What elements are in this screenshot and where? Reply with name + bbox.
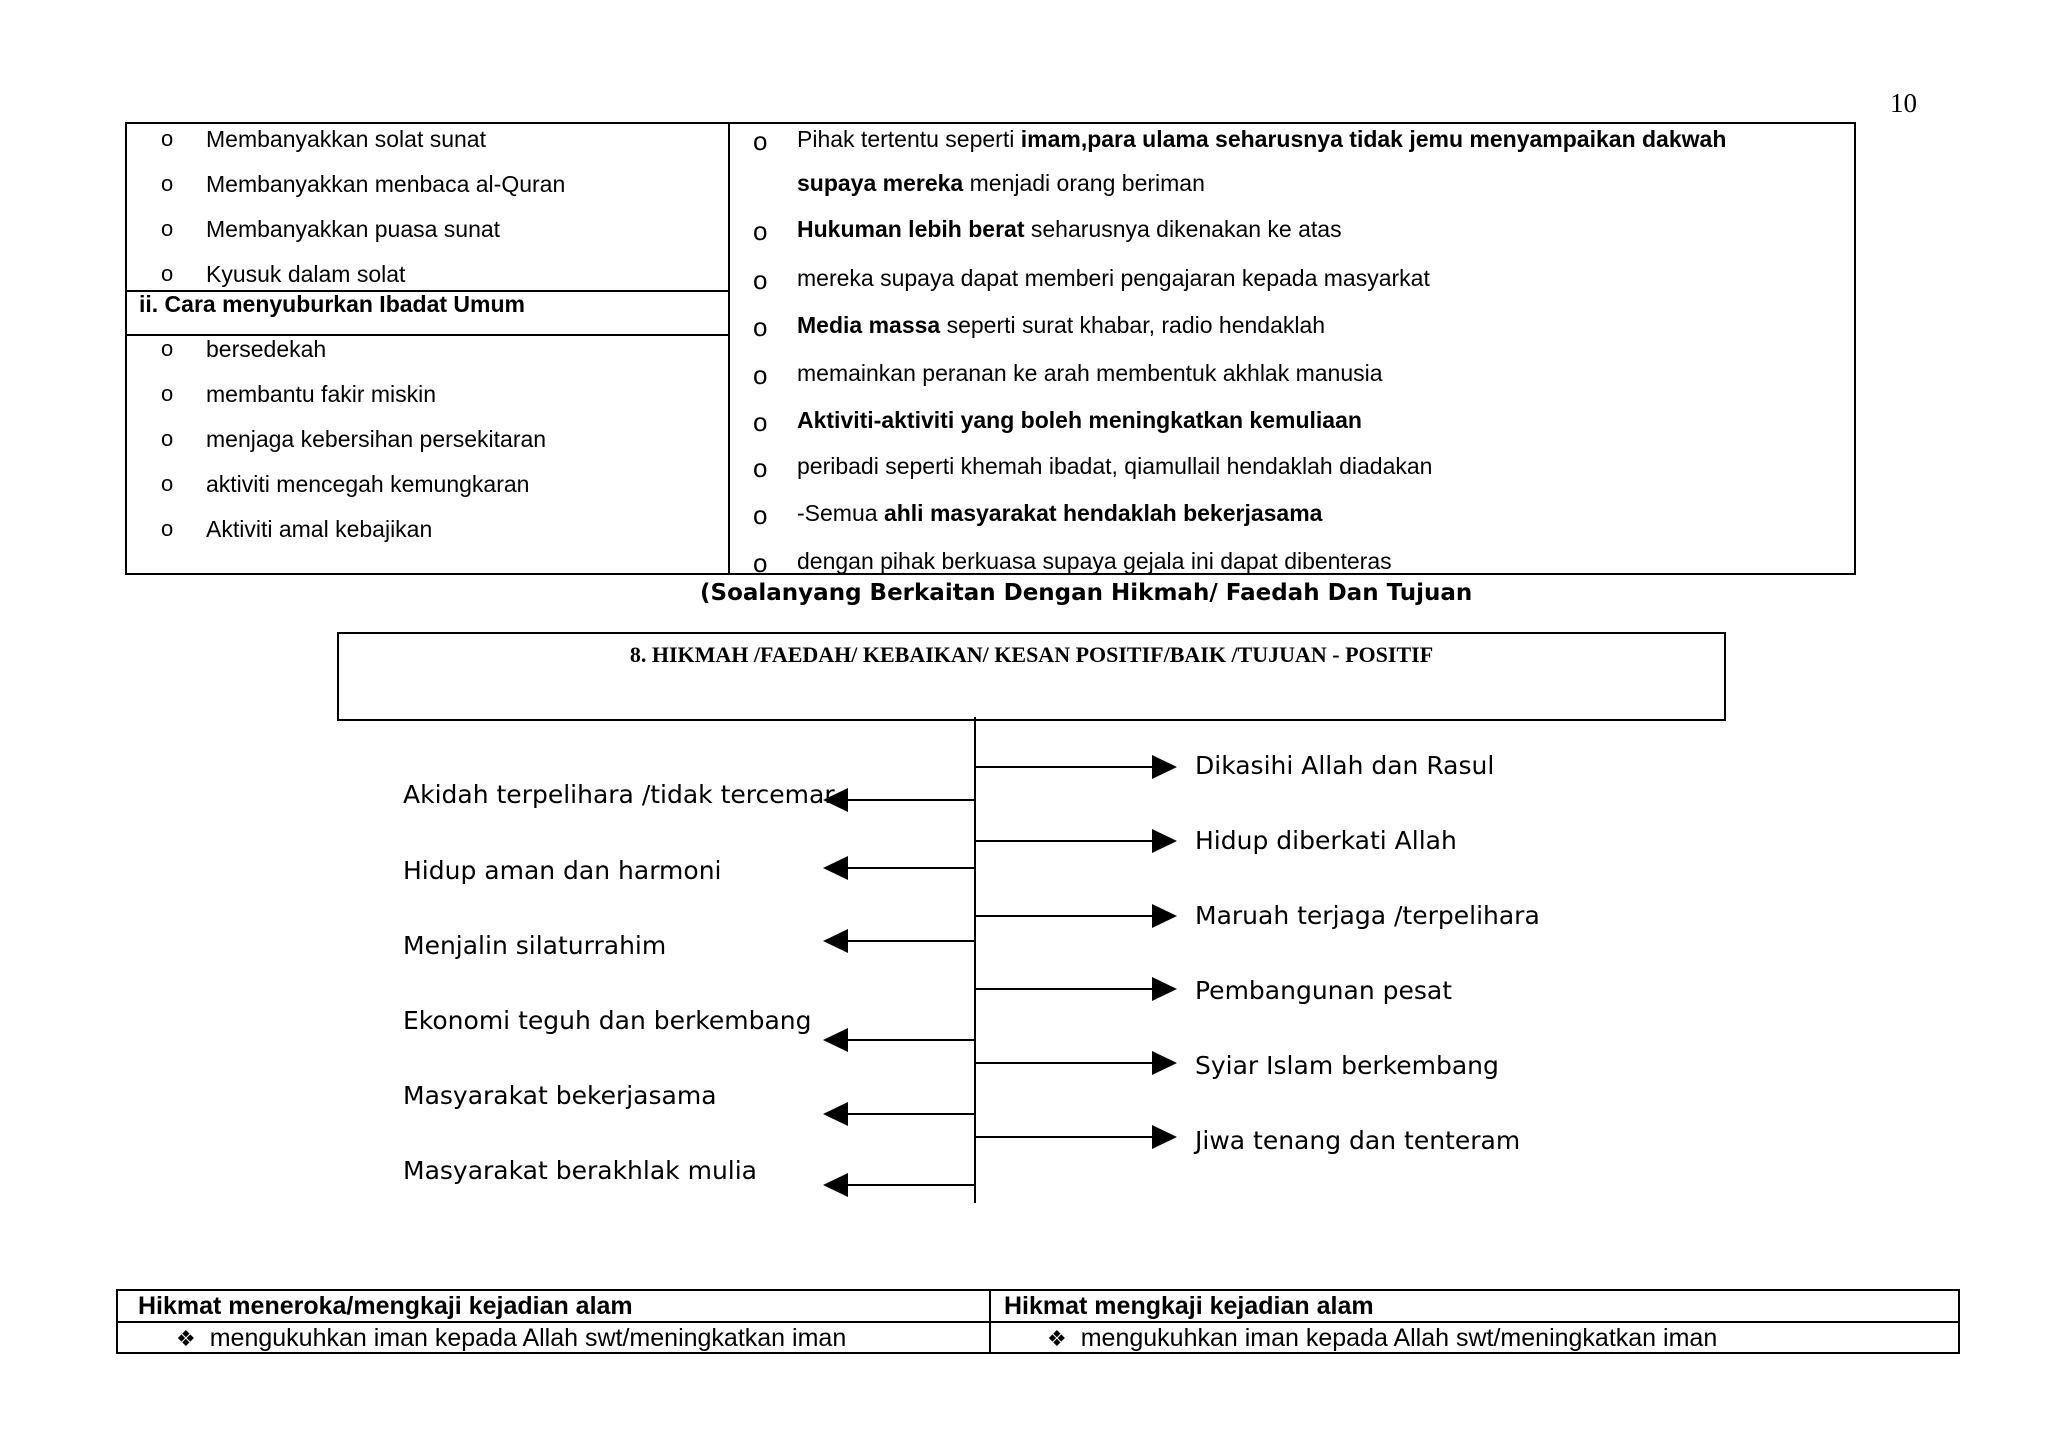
right-arrow-head [1152,1125,1177,1149]
row-divider [118,1321,1958,1323]
left-outcome-label: Masyarakat bekerjasama [403,1081,717,1110]
left-arrow-head [823,1102,848,1126]
body-cell [1047,1324,1717,1353]
bullet-icon: o [753,453,768,483]
plain-text: peribadi seperti khemah ibadat, qiamullail hendaklah diadakan [797,453,1433,479]
right-outcome-label: Hidup diberkati Allah [1195,826,1457,855]
right-arrow-head [1152,977,1177,1001]
bullet-icon: o [161,381,174,406]
right-arrow-head [1152,904,1177,928]
right-arrow-head [1152,829,1177,853]
right-arrow-head [1152,1051,1177,1075]
bullet-icon: o [753,500,768,530]
bullet-icon: o [161,471,174,496]
list-item-text: Kyusuk dalam solat [206,261,406,287]
bullet-icon: o [753,407,768,437]
bullet-icon: ❖ [176,1327,196,1352]
left-arrow-head [823,1173,848,1197]
bullet-icon: o [161,126,174,151]
plain-text: dengan pihak berkuasa supaya gejala ini dapat dibenteras [797,548,1392,574]
bold-text: Aktiviti-aktiviti yang boleh meningkatkan kemuliaan [797,407,1362,433]
plain-text: mereka supaya dapat memberi pengajaran kepada masyarkat [797,265,1430,291]
left-outcome-label: Akidah terpelihara /tidak tercemar [403,780,835,809]
left-outcome-label: Masyarakat berakhlak mulia [403,1156,758,1185]
hikmah-title: 8. HIKMAH /FAEDAH/ KEBAIKAN/ KESAN POSITIF/BAIK /TUJUAN - POSITIF [629,642,1434,667]
list-item-text: bersedekah [206,336,327,362]
bullet-icon: ❖ [1047,1327,1067,1352]
list-item-text: menjaga kebersihan persekitaran [206,426,547,452]
bold-text: supaya mereka [797,170,964,196]
right-arrow-head [1152,755,1177,779]
header-cell: Hikmat mengkaji kejadian alam [1004,1292,1374,1320]
bullet-icon: o [753,312,768,342]
list-item-text: Aktiviti amal kebajikan [206,516,433,542]
list-item-text: Membanyakkan menbaca al-Quran [206,171,566,197]
cell-text: mengukuhkan iman kepada Allah swt/meningkatkan iman [209,1324,847,1352]
bottom-table [116,1289,1960,1354]
right-outcome-label: Jiwa tenang dan tenteram [1195,1126,1521,1155]
left-outcome-label: Ekonomi teguh dan berkembang [403,1006,812,1035]
right-outcome-label: Syiar Islam berkembang [1195,1051,1499,1080]
right-outcome-label: Dikasihi Allah dan Rasul [1195,751,1495,780]
cell-text: mengukuhkan iman kepada Allah swt/meningkatkan iman [1080,1324,1718,1352]
bullet-icon: o [753,360,768,390]
right-outcome-label: Maruah terjaga /terpelihara [1195,901,1540,930]
bullet-icon: o [161,261,174,286]
body-cell [176,1324,846,1353]
left-arrow-head [823,929,848,953]
bullet-icon: o [161,216,174,241]
right-outcome-label: Pembangunan pesat [1195,976,1453,1005]
bold-text: imam,para ulama seharusnya tidak jemu menyampaikan dakwah [1020,126,1727,152]
bullet-icon: o [161,336,174,361]
bold-text: Media massa [797,312,941,338]
bullet-icon: o [161,426,174,451]
plain-text: memainkan peranan ke arah membentuk akhlak manusia [797,360,1383,386]
left-arrow-head [823,856,848,880]
plain-text: menjadi orang beriman [963,170,1205,196]
list-item-text: Membanyakkan puasa sunat [206,216,501,242]
left-outcome-label: Menjalin silaturrahim [403,931,667,960]
plain-text: seperti surat khabar, radio hendaklah [940,312,1326,338]
plain-text: Pihak tertentu seperti [797,126,1021,152]
bullet-icon: o [161,516,174,541]
list-item-text: membantu fakir miskin [206,381,437,407]
bullet-icon: o [753,548,768,578]
section-heading: ii. Cara menyuburkan Ibadat Umum [139,291,525,317]
plain-text: seharusnya dikenakan ke atas [1024,216,1342,242]
bullet-icon: o [753,265,768,295]
bullet-icon: o [753,126,768,156]
left-outcome-label: Hidup aman dan harmoni [403,856,722,885]
list-item-text: Membanyakkan solat sunat [206,126,486,152]
plain-text: -Semua [797,500,884,526]
list-item-text: aktiviti mencegah kemungkaran [206,471,530,497]
bold-text: Hukuman lebih berat [797,216,1025,242]
bullet-icon: o [161,171,174,196]
caption: (Soalanyang Berkaitan Dengan Hikmah/ Faedah Dan Tujuan [700,580,1473,606]
left-arrow-head [823,1028,848,1052]
bullet-icon: o [753,216,768,246]
bold-text: ahli masyarakat hendaklah bekerjasama [883,500,1323,526]
page-number: 10 [1890,88,1917,118]
header-cell: Hikmat meneroka/mengkaji kejadian alam [138,1292,633,1320]
